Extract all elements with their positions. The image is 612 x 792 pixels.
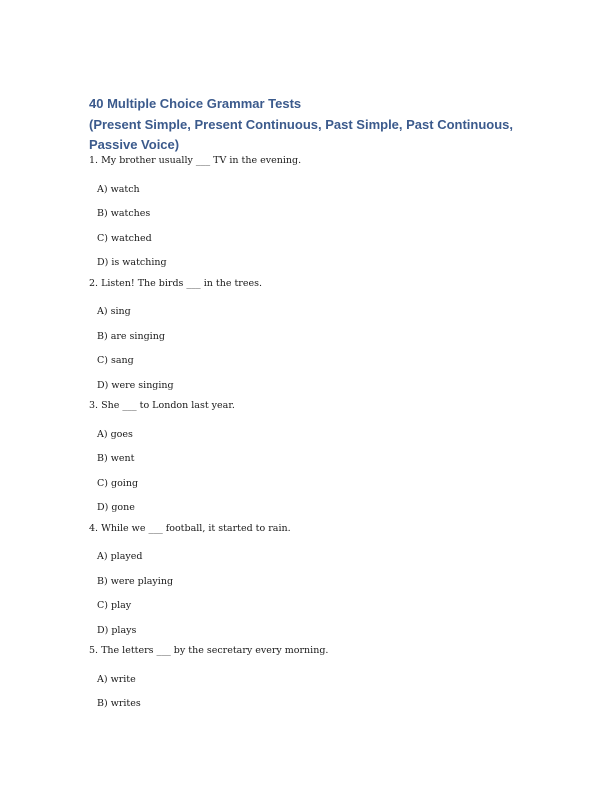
answer-option: C) sang — [97, 355, 134, 366]
answer-option: A) write — [97, 673, 136, 685]
answer-option: D) is watching — [97, 257, 167, 268]
answer-option: D) plays — [97, 624, 137, 636]
answer-option: B) are singing — [97, 330, 165, 342]
answer-option: C) play — [97, 600, 132, 611]
answer-option: C) watched — [97, 232, 152, 244]
question-text: 3. She ___ to London last year. — [89, 400, 235, 411]
title-line-2: (Present Simple, Present Continuous, Past Simple, Past Continuous, — [89, 116, 514, 132]
question-text: 1. My brother usually ___ TV in the evening. — [89, 155, 302, 166]
title-line-1: 40 Multiple Choice Grammar Tests — [89, 96, 302, 111]
answer-option: B) watches — [97, 208, 151, 219]
answer-option: D) were singing — [97, 379, 174, 391]
answer-option: A) played — [97, 551, 143, 562]
answer-option: A) goes — [97, 428, 133, 440]
answer-option: A) sing — [97, 306, 131, 317]
question-text: 2. Listen! The birds ___ in the trees. — [89, 277, 262, 289]
answer-option: B) went — [97, 453, 135, 464]
answer-option: D) gone — [97, 502, 135, 513]
answer-option: C) going — [97, 477, 139, 489]
question-text: 4. While we ___ football, it started to rain. — [89, 522, 291, 534]
answer-option: B) writes — [97, 698, 141, 709]
answer-option: A) watch — [97, 183, 140, 195]
answer-option: B) were playing — [97, 575, 174, 587]
title-line-3: Passive Voice) — [89, 137, 180, 152]
question-text: 5. The letters ___ by the secretary every morning. — [89, 645, 329, 656]
